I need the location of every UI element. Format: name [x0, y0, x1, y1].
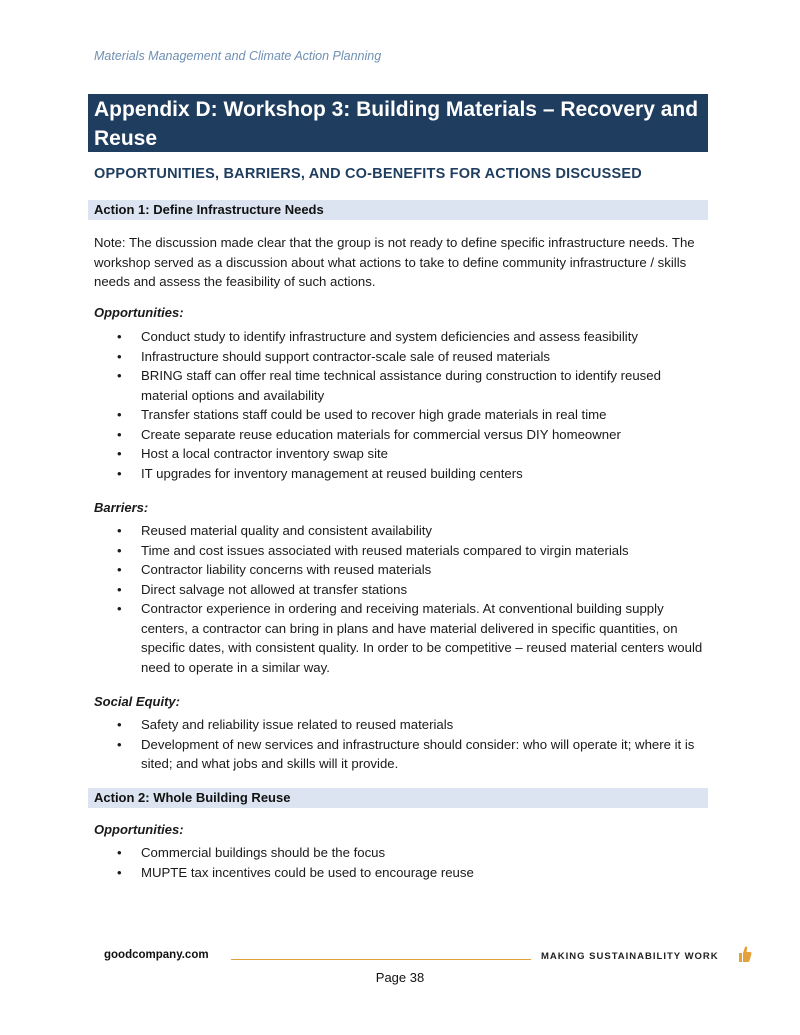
action-2-heading: Action 2: Whole Building Reuse	[88, 788, 708, 808]
list-item: • Commercial buildings should be the focus	[94, 843, 704, 863]
bullet-icon: •	[117, 864, 122, 880]
footer-website: goodcompany.com	[104, 949, 209, 961]
opportunities-label: Opportunities:	[94, 305, 184, 320]
list-item: • Contractor liability concerns with reused materials	[94, 560, 704, 580]
appendix-title: Appendix D: Workshop 3: Building Materials – Recovery and Reuse	[88, 94, 708, 152]
list-item: • Contractor experience in ordering and receiving materials. At conventional building supply centers, a contractor can bring in plans and have material delivered in specific quantities, on specific dates, with consistent quality. In order to be competitive – reused material centers would need to operate in a similar way.	[117, 601, 703, 675]
bullet-icon: •	[117, 407, 122, 422]
list-item: • Infrastructure should support contractor-scale sale of reused materials	[94, 347, 704, 367]
thumbs-up-icon	[736, 945, 752, 963]
bullet-icon: •	[117, 446, 122, 461]
list-item: • IT upgrades for inventory management at reused building centers	[94, 464, 704, 484]
list-item: • Reused material quality and consistent availability	[94, 521, 704, 541]
bullet-icon: •	[117, 601, 122, 616]
bullet-icon: •	[117, 581, 122, 597]
list-item: • Transfer stations staff could be used to recover high grade materials in real time	[94, 405, 704, 425]
footer-tagline: MAKING SUSTAINABILITY WORK	[541, 951, 719, 962]
social-equity-label: Social Equity:	[94, 694, 180, 709]
bullet-icon: •	[117, 348, 122, 364]
bullet-icon: •	[117, 562, 122, 577]
list-item: • Host a local contractor inventory swap site	[94, 444, 704, 464]
bullet-icon: •	[117, 368, 122, 383]
opportunities-label: Opportunities:	[94, 822, 184, 837]
action-1-note: Note: The discussion made clear that the group is not ready to define specific infrastructure needs. The workshop served as a discussion about what actions to take to define community infrastructure / skills needs and assess the feasibility of such actions.	[94, 235, 695, 289]
bullet-icon: •	[117, 523, 122, 538]
list-item: • BRING staff can offer real time technical assistance during construction to identify reused material options and availability	[117, 368, 661, 403]
list-item: • Time and cost issues associated with reused materials compared to virgin materials	[94, 541, 704, 561]
action-1-heading: Action 1: Define Infrastructure Needs	[88, 200, 708, 220]
bullet-icon: •	[117, 329, 122, 344]
list-item: • MUPTE tax incentives could be used to encourage reuse	[94, 863, 704, 883]
list-item: • Safety and reliability issue related to reused materials	[94, 715, 704, 735]
opportunities-list	[94, 843, 704, 882]
list-item: • Create separate reuse education materials for commercial versus DIY homeowner	[94, 425, 704, 445]
bullet-icon: •	[117, 717, 122, 732]
bullet-icon: •	[117, 465, 122, 481]
opportunities-list	[94, 327, 704, 483]
barriers-label: Barriers:	[94, 500, 149, 515]
barriers-list	[94, 521, 704, 677]
section-heading: OPPORTUNITIES, BARRIERS, AND CO-BENEFITS FOR ACTIONS DISCUSSED	[94, 166, 642, 182]
page-number: Page 38	[375, 970, 425, 985]
running-header: Materials Management and Climate Action Planning	[94, 49, 382, 63]
list-item: • Direct salvage not allowed at transfer stations	[94, 580, 704, 600]
footer-divider	[231, 959, 531, 960]
bullet-icon: •	[117, 542, 122, 558]
bullet-icon: •	[117, 845, 122, 860]
list-item: • Conduct study to identify infrastructure and system deficiencies and assess feasibility	[94, 327, 704, 347]
bullet-icon: •	[117, 736, 122, 752]
social-equity-list	[94, 715, 704, 774]
bullet-icon: •	[117, 426, 122, 442]
list-item: • Development of new services and infrastructure should consider: who will operate it; where it is sited; and what jobs and skills will it provide.	[117, 736, 695, 771]
